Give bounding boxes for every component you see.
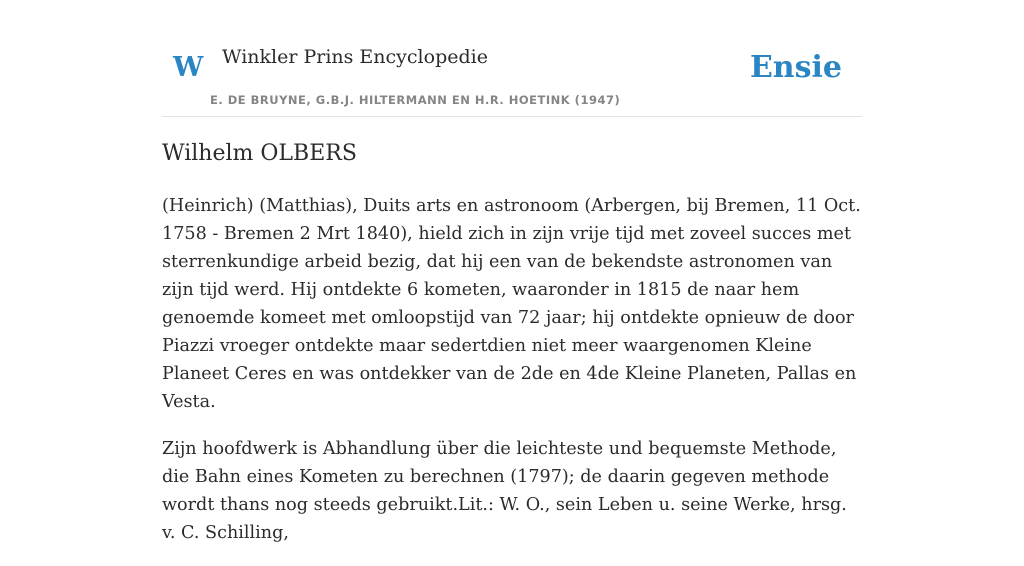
entry-paragraph: (Heinrich) (Matthias), Duits arts en astronoom (Arbergen, bij Bremen, 11 Oct. 1758 - Bremen 2 Mrt 1840), hield zich in zijn vrije tijd met zoveel succes met sterrenkundige arbeid bezig, dat hij een van de bekendste astronomen van zijn tijd werd. Hij ontdekte 6 kometen, waaronder in 1815 de naar hem genoemde komeet met omloopstijd van 72 jaar; hij ontdekte opnieuw de door Piazzi vroeger ontdekte maar sedertdien niet meer waargenomen Kleine Planeet Ceres en was ontdekker van de 2de en 4de Kleine Planeten, Pallas en Vesta. bbox=[162, 196, 861, 412]
article-page bbox=[162, 0, 862, 543]
ensie-logo[interactable]: Ensie bbox=[749, 50, 842, 85]
entry-title: Wilhelm OLBERS bbox=[162, 141, 357, 166]
entry-body bbox=[162, 192, 862, 566]
book-header bbox=[162, 0, 862, 117]
book-authors: E. DE BRUYNE, G.B.J. HILTERMANN EN H.R. HOETINK (1947) bbox=[210, 93, 621, 107]
book-title-link[interactable]: Winkler Prins Encyclopedie bbox=[222, 46, 488, 68]
entry-paragraph: Zijn hoofdwerk is Abhandlung über die leichteste und bequemste Methode, die Bahn eines Kometen zu berechnen (1797); de daarin gegeven methode wordt thans nog steeds gebruikt.Lit.: W. O., sein Leben u. seine Werke, hrsg. v. C. Schilling, bbox=[162, 439, 847, 543]
winkler-prins-logo[interactable]: W bbox=[173, 52, 204, 83]
